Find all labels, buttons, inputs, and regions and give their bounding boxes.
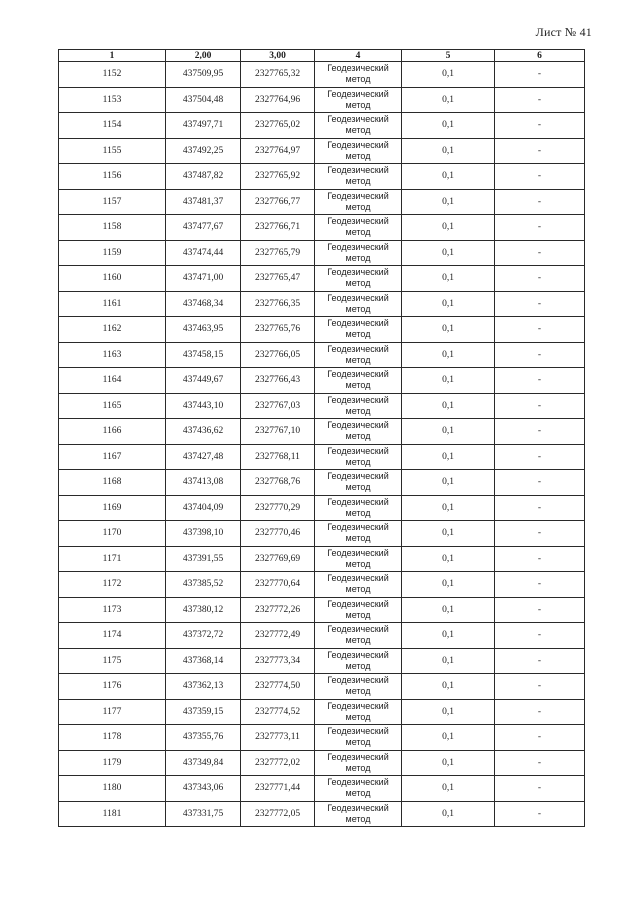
method-line-1: Геодезический	[327, 802, 389, 813]
y-coordinate-cell: 2327768,11	[241, 444, 315, 470]
x-coordinate-cell: 437331,75	[166, 801, 241, 827]
accuracy-cell: 0,1	[402, 750, 495, 776]
description-cell: -	[495, 215, 585, 241]
table-row	[59, 470, 585, 496]
accuracy-cell: 0,1	[402, 495, 495, 521]
table-row	[59, 87, 585, 113]
y-coordinate-cell: 2327766,43	[241, 368, 315, 394]
point-number-cell: 1171	[59, 546, 166, 572]
method-line-2: метод	[345, 150, 371, 161]
method-line-2: метод	[345, 125, 371, 136]
y-coordinate-cell: 2327764,97	[241, 138, 315, 164]
x-coordinate-cell: 437509,95	[166, 62, 241, 88]
x-coordinate-cell: 437372,72	[166, 623, 241, 649]
y-coordinate-cell: 2327767,03	[241, 393, 315, 419]
x-coordinate-cell: 437359,15	[166, 699, 241, 725]
table-header-row	[59, 50, 585, 62]
x-coordinate-cell: 437413,08	[166, 470, 241, 496]
x-coordinate-cell: 437481,37	[166, 189, 241, 215]
method-line-2: метод	[345, 558, 371, 569]
point-number-cell: 1172	[59, 572, 166, 598]
table-row	[59, 240, 585, 266]
accuracy-cell: 0,1	[402, 801, 495, 827]
table-row	[59, 342, 585, 368]
description-cell: -	[495, 113, 585, 139]
method-line-1: Геодезический	[327, 751, 389, 762]
method-line-1: Геодезический	[327, 88, 389, 99]
x-coordinate-cell: 437492,25	[166, 138, 241, 164]
method-line-1: Геодезический	[327, 420, 389, 431]
description-cell: -	[495, 317, 585, 343]
method-cell	[315, 87, 402, 113]
method-line-2: метод	[345, 201, 371, 212]
method-line-1: Геодезический	[327, 598, 389, 609]
method-cell	[315, 368, 402, 394]
x-coordinate-cell: 437471,00	[166, 266, 241, 292]
description-cell: -	[495, 674, 585, 700]
method-line-2: метод	[345, 176, 371, 187]
y-coordinate-cell: 2327772,49	[241, 623, 315, 649]
point-number-cell: 1178	[59, 725, 166, 751]
method-line-1: Геодезический	[327, 445, 389, 456]
method-line-2: метод	[345, 74, 371, 85]
accuracy-cell: 0,1	[402, 776, 495, 802]
method-cell	[315, 725, 402, 751]
method-cell	[315, 291, 402, 317]
method-line-2: метод	[345, 711, 371, 722]
method-line-1: Геодезический	[327, 649, 389, 660]
method-line-2: метод	[345, 380, 371, 391]
point-number-cell: 1166	[59, 419, 166, 445]
method-cell	[315, 240, 402, 266]
sheet-number: Лист № 41	[535, 25, 592, 39]
accuracy-cell: 0,1	[402, 521, 495, 547]
y-coordinate-cell: 2327766,35	[241, 291, 315, 317]
y-coordinate-cell: 2327765,92	[241, 164, 315, 190]
description-cell: -	[495, 623, 585, 649]
accuracy-cell: 0,1	[402, 113, 495, 139]
accuracy-cell: 0,1	[402, 266, 495, 292]
y-coordinate-cell: 2327772,26	[241, 597, 315, 623]
x-coordinate-cell: 437391,55	[166, 546, 241, 572]
method-cell	[315, 470, 402, 496]
method-line-2: метод	[345, 507, 371, 518]
y-coordinate-cell: 2327773,11	[241, 725, 315, 751]
table-row	[59, 317, 585, 343]
method-line-2: метод	[345, 456, 371, 467]
table-row	[59, 495, 585, 521]
method-cell	[315, 776, 402, 802]
table-row	[59, 572, 585, 598]
accuracy-cell: 0,1	[402, 699, 495, 725]
table-row	[59, 113, 585, 139]
method-line-2: метод	[345, 686, 371, 697]
method-line-2: метод	[345, 252, 371, 263]
method-cell	[315, 62, 402, 88]
x-coordinate-cell: 437362,13	[166, 674, 241, 700]
accuracy-cell: 0,1	[402, 444, 495, 470]
method-cell	[315, 495, 402, 521]
header-col-1: 1	[59, 50, 166, 62]
method-line-1: Геодезический	[327, 165, 389, 176]
method-cell	[315, 342, 402, 368]
method-line-2: метод	[345, 329, 371, 340]
accuracy-cell: 0,1	[402, 368, 495, 394]
accuracy-cell: 0,1	[402, 189, 495, 215]
y-coordinate-cell: 2327773,34	[241, 648, 315, 674]
point-number-cell: 1160	[59, 266, 166, 292]
method-line-1: Геодезический	[327, 394, 389, 405]
point-number-cell: 1154	[59, 113, 166, 139]
accuracy-cell: 0,1	[402, 291, 495, 317]
method-line-1: Геодезический	[327, 496, 389, 507]
y-coordinate-cell: 2327765,32	[241, 62, 315, 88]
header-col-5: 5	[402, 50, 495, 62]
description-cell: -	[495, 419, 585, 445]
y-coordinate-cell: 2327765,79	[241, 240, 315, 266]
method-cell	[315, 699, 402, 725]
description-cell: -	[495, 699, 585, 725]
point-number-cell: 1167	[59, 444, 166, 470]
description-cell: -	[495, 470, 585, 496]
description-cell: -	[495, 291, 585, 317]
description-cell: -	[495, 801, 585, 827]
method-cell	[315, 521, 402, 547]
table-row	[59, 164, 585, 190]
description-cell: -	[495, 725, 585, 751]
accuracy-cell: 0,1	[402, 87, 495, 113]
table-row	[59, 138, 585, 164]
point-number-cell: 1161	[59, 291, 166, 317]
point-number-cell: 1162	[59, 317, 166, 343]
y-coordinate-cell: 2327774,52	[241, 699, 315, 725]
method-cell	[315, 750, 402, 776]
y-coordinate-cell: 2327774,50	[241, 674, 315, 700]
accuracy-cell: 0,1	[402, 342, 495, 368]
method-line-1: Геодезический	[327, 471, 389, 482]
method-line-1: Геодезический	[327, 241, 389, 252]
accuracy-cell: 0,1	[402, 62, 495, 88]
point-number-cell: 1175	[59, 648, 166, 674]
point-number-cell: 1176	[59, 674, 166, 700]
method-line-2: метод	[345, 635, 371, 646]
point-number-cell: 1165	[59, 393, 166, 419]
table-row	[59, 776, 585, 802]
table-row	[59, 750, 585, 776]
description-cell: -	[495, 138, 585, 164]
coordinates-table	[58, 49, 585, 827]
method-line-1: Геодезический	[327, 624, 389, 635]
method-cell	[315, 393, 402, 419]
description-cell: -	[495, 266, 585, 292]
table-row	[59, 444, 585, 470]
point-number-cell: 1155	[59, 138, 166, 164]
description-cell: -	[495, 87, 585, 113]
method-line-2: метод	[345, 431, 371, 442]
y-coordinate-cell: 2327767,10	[241, 419, 315, 445]
header-col-3: 3,00	[241, 50, 315, 62]
accuracy-cell: 0,1	[402, 240, 495, 266]
method-line-2: метод	[345, 737, 371, 748]
y-coordinate-cell: 2327769,69	[241, 546, 315, 572]
table-row	[59, 597, 585, 623]
method-line-2: метод	[345, 660, 371, 671]
method-line-1: Геодезический	[327, 190, 389, 201]
point-number-cell: 1164	[59, 368, 166, 394]
x-coordinate-cell: 437404,09	[166, 495, 241, 521]
method-cell	[315, 138, 402, 164]
accuracy-cell: 0,1	[402, 623, 495, 649]
description-cell: -	[495, 521, 585, 547]
method-line-2: метод	[345, 788, 371, 799]
table-row	[59, 368, 585, 394]
method-line-2: метод	[345, 762, 371, 773]
x-coordinate-cell: 437477,67	[166, 215, 241, 241]
y-coordinate-cell: 2327772,05	[241, 801, 315, 827]
table-row	[59, 62, 585, 88]
accuracy-cell: 0,1	[402, 164, 495, 190]
method-line-1: Геодезический	[327, 777, 389, 788]
x-coordinate-cell: 437449,67	[166, 368, 241, 394]
method-line-1: Геодезический	[327, 343, 389, 354]
y-coordinate-cell: 2327764,96	[241, 87, 315, 113]
point-number-cell: 1158	[59, 215, 166, 241]
description-cell: -	[495, 164, 585, 190]
table-row	[59, 291, 585, 317]
accuracy-cell: 0,1	[402, 572, 495, 598]
point-number-cell: 1180	[59, 776, 166, 802]
accuracy-cell: 0,1	[402, 648, 495, 674]
description-cell: -	[495, 495, 585, 521]
y-coordinate-cell: 2327765,47	[241, 266, 315, 292]
table-row	[59, 699, 585, 725]
method-cell	[315, 164, 402, 190]
method-cell	[315, 189, 402, 215]
method-cell	[315, 419, 402, 445]
method-line-1: Геодезический	[327, 114, 389, 125]
method-cell	[315, 801, 402, 827]
method-line-1: Геодезический	[327, 726, 389, 737]
method-line-2: метод	[345, 354, 371, 365]
x-coordinate-cell: 437355,76	[166, 725, 241, 751]
method-cell	[315, 648, 402, 674]
method-cell	[315, 317, 402, 343]
x-coordinate-cell: 437380,12	[166, 597, 241, 623]
x-coordinate-cell: 437463,95	[166, 317, 241, 343]
table-row	[59, 674, 585, 700]
method-line-1: Геодезический	[327, 522, 389, 533]
table-row	[59, 189, 585, 215]
y-coordinate-cell: 2327766,05	[241, 342, 315, 368]
method-line-2: метод	[345, 99, 371, 110]
header-col-6: 6	[495, 50, 585, 62]
y-coordinate-cell: 2327766,77	[241, 189, 315, 215]
method-line-1: Геодезический	[327, 139, 389, 150]
table-row	[59, 648, 585, 674]
method-line-1: Геодезический	[327, 675, 389, 686]
y-coordinate-cell: 2327772,02	[241, 750, 315, 776]
table-row	[59, 725, 585, 751]
x-coordinate-cell: 437368,14	[166, 648, 241, 674]
point-number-cell: 1181	[59, 801, 166, 827]
y-coordinate-cell: 2327771,44	[241, 776, 315, 802]
point-number-cell: 1170	[59, 521, 166, 547]
description-cell: -	[495, 750, 585, 776]
description-cell: -	[495, 189, 585, 215]
accuracy-cell: 0,1	[402, 546, 495, 572]
method-line-1: Геодезический	[327, 267, 389, 278]
point-number-cell: 1169	[59, 495, 166, 521]
x-coordinate-cell: 437427,48	[166, 444, 241, 470]
point-number-cell: 1152	[59, 62, 166, 88]
x-coordinate-cell: 437497,71	[166, 113, 241, 139]
y-coordinate-cell: 2327768,76	[241, 470, 315, 496]
method-line-1: Геодезический	[327, 369, 389, 380]
description-cell: -	[495, 648, 585, 674]
table-row	[59, 266, 585, 292]
x-coordinate-cell: 437349,84	[166, 750, 241, 776]
x-coordinate-cell: 437468,34	[166, 291, 241, 317]
y-coordinate-cell: 2327770,64	[241, 572, 315, 598]
point-number-cell: 1159	[59, 240, 166, 266]
method-cell	[315, 674, 402, 700]
description-cell: -	[495, 444, 585, 470]
accuracy-cell: 0,1	[402, 725, 495, 751]
description-cell: -	[495, 572, 585, 598]
method-cell	[315, 266, 402, 292]
x-coordinate-cell: 437343,06	[166, 776, 241, 802]
y-coordinate-cell: 2327765,76	[241, 317, 315, 343]
y-coordinate-cell: 2327765,02	[241, 113, 315, 139]
table-row	[59, 393, 585, 419]
accuracy-cell: 0,1	[402, 215, 495, 241]
description-cell: -	[495, 62, 585, 88]
point-number-cell: 1153	[59, 87, 166, 113]
x-coordinate-cell: 437504,48	[166, 87, 241, 113]
method-line-2: метод	[345, 533, 371, 544]
method-cell	[315, 215, 402, 241]
method-line-2: метод	[345, 482, 371, 493]
description-cell: -	[495, 546, 585, 572]
accuracy-cell: 0,1	[402, 470, 495, 496]
table-body	[59, 62, 585, 827]
point-number-cell: 1168	[59, 470, 166, 496]
description-cell: -	[495, 597, 585, 623]
point-number-cell: 1179	[59, 750, 166, 776]
x-coordinate-cell: 437458,15	[166, 342, 241, 368]
method-line-1: Геодезический	[327, 63, 389, 74]
method-line-1: Геодезический	[327, 547, 389, 558]
method-line-2: метод	[345, 584, 371, 595]
description-cell: -	[495, 342, 585, 368]
method-cell	[315, 623, 402, 649]
method-line-1: Геодезический	[327, 700, 389, 711]
method-line-2: метод	[345, 405, 371, 416]
method-line-2: метод	[345, 303, 371, 314]
method-line-2: метод	[345, 813, 371, 824]
header-col-4: 4	[315, 50, 402, 62]
description-cell: -	[495, 393, 585, 419]
accuracy-cell: 0,1	[402, 419, 495, 445]
x-coordinate-cell: 437436,62	[166, 419, 241, 445]
point-number-cell: 1163	[59, 342, 166, 368]
table-row	[59, 521, 585, 547]
y-coordinate-cell: 2327770,46	[241, 521, 315, 547]
method-line-1: Геодезический	[327, 216, 389, 227]
description-cell: -	[495, 240, 585, 266]
table-row	[59, 623, 585, 649]
accuracy-cell: 0,1	[402, 393, 495, 419]
y-coordinate-cell: 2327766,71	[241, 215, 315, 241]
method-cell	[315, 597, 402, 623]
table-row	[59, 546, 585, 572]
x-coordinate-cell: 437385,52	[166, 572, 241, 598]
point-number-cell: 1177	[59, 699, 166, 725]
method-line-1: Геодезический	[327, 292, 389, 303]
description-cell: -	[495, 776, 585, 802]
accuracy-cell: 0,1	[402, 674, 495, 700]
accuracy-cell: 0,1	[402, 597, 495, 623]
x-coordinate-cell: 437474,44	[166, 240, 241, 266]
x-coordinate-cell: 437487,82	[166, 164, 241, 190]
description-cell: -	[495, 368, 585, 394]
y-coordinate-cell: 2327770,29	[241, 495, 315, 521]
method-line-1: Геодезический	[327, 318, 389, 329]
method-cell	[315, 572, 402, 598]
point-number-cell: 1173	[59, 597, 166, 623]
method-cell	[315, 113, 402, 139]
method-line-2: метод	[345, 609, 371, 620]
method-line-1: Геодезический	[327, 573, 389, 584]
point-number-cell: 1157	[59, 189, 166, 215]
table-row	[59, 215, 585, 241]
method-cell	[315, 444, 402, 470]
x-coordinate-cell: 437443,10	[166, 393, 241, 419]
table-row	[59, 419, 585, 445]
x-coordinate-cell: 437398,10	[166, 521, 241, 547]
header-col-2: 2,00	[166, 50, 241, 62]
method-line-2: метод	[345, 227, 371, 238]
table-row	[59, 801, 585, 827]
point-number-cell: 1174	[59, 623, 166, 649]
point-number-cell: 1156	[59, 164, 166, 190]
accuracy-cell: 0,1	[402, 138, 495, 164]
method-line-2: метод	[345, 278, 371, 289]
accuracy-cell: 0,1	[402, 317, 495, 343]
method-cell	[315, 546, 402, 572]
